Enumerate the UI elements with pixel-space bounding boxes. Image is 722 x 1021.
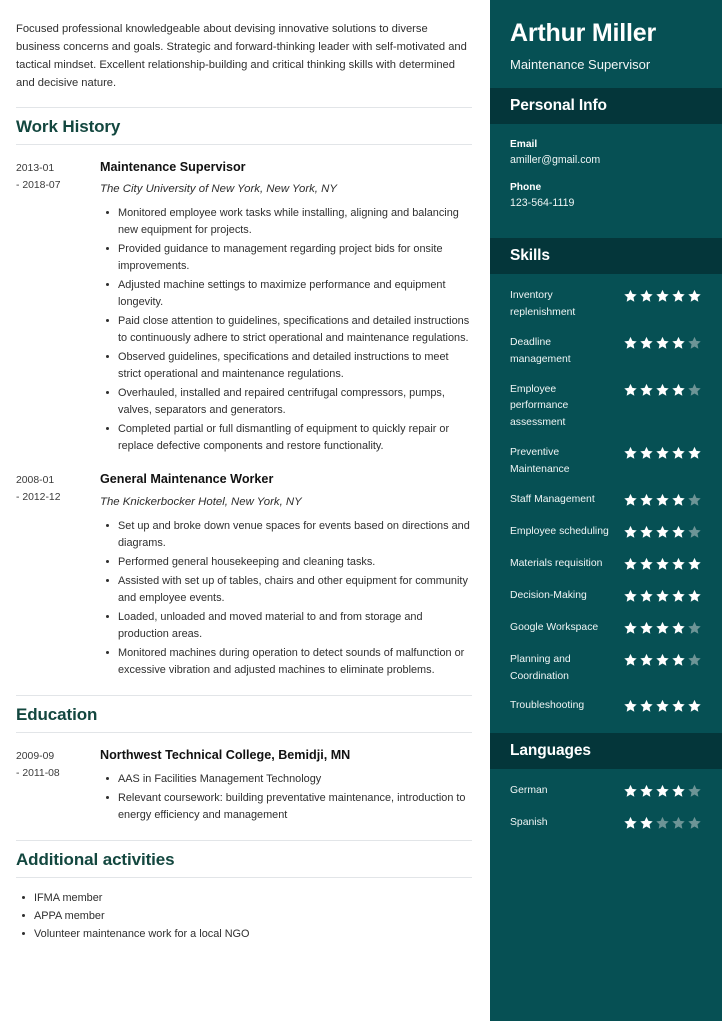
star-filled-icon [639,446,654,460]
star-filled-icon [639,589,654,603]
skill-label: Employee performance assessment [510,383,569,429]
bullet-item: Performed general housekeeping and cleaning tasks. [116,554,472,571]
star-filled-icon [687,289,702,303]
star-filled-icon [639,336,654,350]
star-filled-icon [671,525,686,539]
star-filled-icon [655,784,670,798]
bullet-item: Adjusted machine settings to maximize performance and equipment longevity. [116,277,472,311]
star-filled-icon [623,525,638,539]
star-filled-icon [671,446,686,460]
skills-list [490,274,722,733]
skill-row [510,492,702,511]
languages-title: Languages [510,742,591,760]
star-filled-icon [639,557,654,571]
skill-row [510,335,702,369]
star-empty-icon [655,816,670,830]
work-history-entries [16,159,472,682]
candidate-role: Maintenance Supervisor [510,56,651,72]
skill-row [510,620,702,639]
entry-date-range: 2008-01 - 2012-12 [16,475,61,504]
entry-date-range: 2013-01 - 2018-07 [16,162,61,191]
skill-row [510,588,702,607]
contact-label: Phone [510,182,542,194]
language-rating [623,783,702,802]
additional-activities-list [16,890,472,943]
star-filled-icon [655,446,670,460]
bullet-item: Relevant coursework: building preventative maintenance, introduction to energy efficiency and management [116,790,472,824]
star-filled-icon [639,525,654,539]
experience-entry [16,159,472,458]
skill-label: Staff Management [510,493,595,505]
star-filled-icon [671,383,686,397]
bullet-item: Assisted with set up of tables, chairs and other equipment for community and employee events. [116,573,472,607]
star-filled-icon [655,289,670,303]
skill-rating [623,445,702,464]
section-title: Additional activities [16,850,175,870]
contact-value[interactable]: 123-564-1119 [510,197,575,210]
candidate-name: Arthur Miller [510,19,657,47]
star-filled-icon [623,289,638,303]
star-filled-icon [655,383,670,397]
star-filled-icon [655,699,670,713]
contact-item [510,181,702,211]
star-filled-icon [639,816,654,830]
star-filled-icon [655,493,670,507]
star-filled-icon [623,589,638,603]
entry-title: Northwest Technical College, Bemidji, MN [100,748,351,763]
star-filled-icon [671,289,686,303]
skill-rating [623,698,702,717]
skill-row [510,698,702,717]
entry-body [100,747,472,826]
star-filled-icon [655,621,670,635]
skill-row [510,445,702,479]
entry-body [100,471,472,681]
activity-item: APPA member [32,908,472,926]
star-filled-icon [639,493,654,507]
contact-value[interactable]: amiller@gmail.com [510,154,601,167]
star-filled-icon [671,493,686,507]
star-filled-icon [671,653,686,667]
star-empty-icon [687,784,702,798]
star-filled-icon [639,383,654,397]
personal-info-band [490,88,722,124]
star-filled-icon [623,557,638,571]
skills-band [490,238,722,274]
skill-label: Decision-Making [510,589,587,601]
bullet-list [100,518,472,679]
language-row [510,815,702,834]
skill-rating [623,588,702,607]
language-row [510,783,702,802]
activity-item: Volunteer maintenance work for a local NGO [32,926,472,944]
star-filled-icon [639,289,654,303]
bullet-item: Set up and broke down venue spaces for events based on directions and diagrams. [116,518,472,552]
section-title: Education [16,705,98,725]
star-filled-icon [655,653,670,667]
skill-rating [623,652,702,671]
bullet-list [100,771,472,824]
star-filled-icon [623,621,638,635]
star-empty-icon [687,621,702,635]
entry-title: Maintenance Supervisor [100,159,246,174]
star-empty-icon [687,493,702,507]
star-filled-icon [671,784,686,798]
section-title: Work History [16,116,121,136]
skill-row [510,288,702,322]
star-empty-icon [687,336,702,350]
star-filled-icon [623,699,638,713]
work-history-heading [16,107,472,145]
star-filled-icon [687,589,702,603]
star-filled-icon [623,493,638,507]
star-filled-icon [623,383,638,397]
bullet-item: Monitored employee work tasks while installing, aligning and balancing new equipment for projects. [116,205,472,239]
star-empty-icon [671,816,686,830]
star-empty-icon [687,525,702,539]
skill-label: Inventory replenishment [510,290,576,318]
contact-list [490,124,722,238]
entry-title: General Maintenance Worker [100,472,274,487]
additional-activities-section [16,840,472,943]
star-filled-icon [639,621,654,635]
skill-label: Planning and Coordination [510,653,571,682]
star-filled-icon [671,589,686,603]
skill-rating [623,288,702,307]
sidebar-header [490,0,722,88]
entry-organization: The Knickerbocker Hotel, New York, NY [100,495,302,508]
education-section [16,695,472,826]
languages-list [490,769,722,850]
star-filled-icon [687,557,702,571]
entry-organization: The City University of New York, New York, NY [100,182,337,195]
personal-info-title: Personal Info [510,97,607,115]
bullet-item: Paid close attention to guidelines, specifications and detailed instructions to continuously adhere to strict operational and maintenance regulations. [116,313,472,347]
skill-rating [623,492,702,511]
education-entries [16,747,472,826]
skill-row [510,382,702,433]
star-filled-icon [639,699,654,713]
star-filled-icon [671,621,686,635]
bullet-item: Monitored machines during operation to detect sounds of malfunction or excessive vibration and adjusted machines to eliminate problems. [116,645,472,679]
bullet-item: Observed guidelines, specifications and detailed instructions to meet strict operational and maintenance regulations. [116,349,472,383]
skill-rating [623,556,702,575]
bullet-item: Overhauled, installed and repaired centrifugal compressors, pumps, valves, separators and generators. [116,385,472,419]
star-filled-icon [687,446,702,460]
language-rating [623,815,702,834]
language-label: German [510,785,548,797]
contact-label: Email [510,139,538,151]
experience-entry [16,747,472,826]
star-filled-icon [623,446,638,460]
bullet-list [100,205,472,455]
star-filled-icon [655,336,670,350]
skill-row [510,556,702,575]
star-empty-icon [687,653,702,667]
skill-label: Troubleshooting [510,700,585,712]
work-history-section [16,107,472,682]
activity-item: IFMA member [32,890,472,908]
star-filled-icon [655,557,670,571]
entry-body [100,159,472,458]
star-empty-icon [687,383,702,397]
star-empty-icon [687,816,702,830]
experience-entry [16,471,472,681]
skill-row [510,524,702,543]
skill-label: Materials requisition [510,557,603,569]
skills-title: Skills [510,247,550,265]
skill-label: Deadline management [510,336,571,365]
star-filled-icon [655,525,670,539]
star-filled-icon [639,784,654,798]
star-filled-icon [671,699,686,713]
star-filled-icon [671,557,686,571]
skill-label: Employee scheduling [510,525,609,537]
star-filled-icon [655,589,670,603]
additional-activities-heading [16,840,472,878]
bullet-item: Provided guidance to management regarding project bids for onsite improvements. [116,241,472,275]
languages-band [490,733,722,769]
skill-rating [623,335,702,354]
skill-label: Preventive Maintenance [510,447,570,475]
star-filled-icon [671,336,686,350]
skill-rating [623,620,702,639]
star-filled-icon [687,699,702,713]
skill-rating [623,524,702,543]
education-heading [16,695,472,733]
skill-rating [623,382,702,401]
star-filled-icon [623,784,638,798]
sidebar [490,0,722,1021]
professional-summary: Focused professional knowledgeable about devising innovative solutions to diverse business concerns and goals. Strategic and forward-thinking leader with self-motivated and tactical mindset. Excellent relationship-building and critical thinking skills with determined and decisive nature. [16,23,467,90]
star-filled-icon [623,653,638,667]
star-filled-icon [623,336,638,350]
bullet-item: Completed partial or full dismantling of equipment to quickly repair or replace defective components and restore functionality. [116,421,472,455]
bullet-item: AAS in Facilities Management Technology [116,771,472,788]
entry-date-range: 2009-09 - 2011-08 [16,751,60,780]
star-filled-icon [639,653,654,667]
skill-label: Google Workspace [510,621,599,633]
bullet-item: Loaded, unloaded and moved material to and from storage and production areas. [116,609,472,643]
skill-row [510,652,702,686]
star-filled-icon [623,816,638,830]
contact-item [510,138,702,168]
language-label: Spanish [510,817,548,829]
